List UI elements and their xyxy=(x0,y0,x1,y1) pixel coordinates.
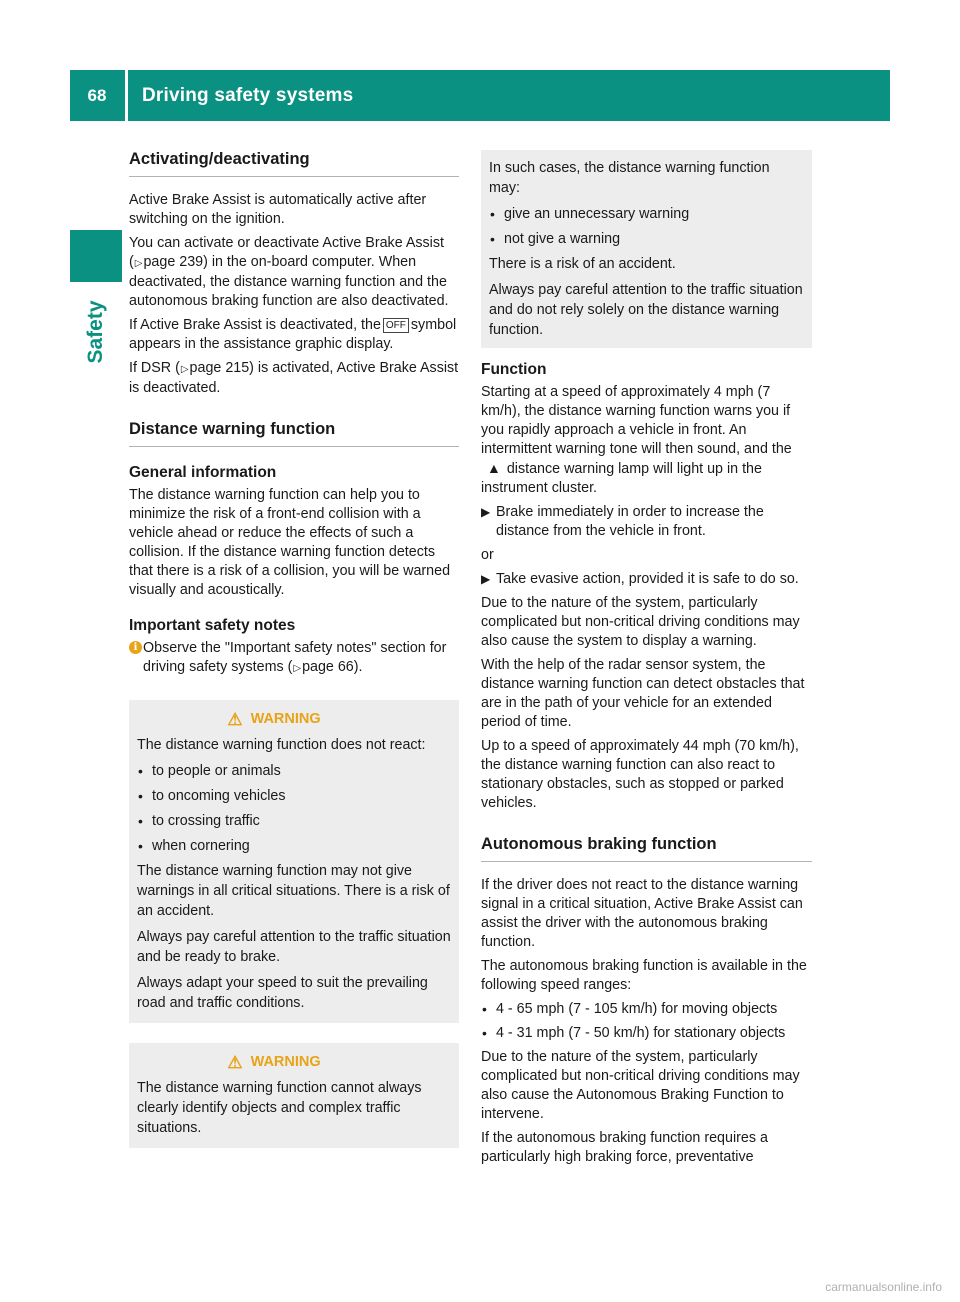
instruction-step: ▶ Take evasive action, provided it is safe to do so. xyxy=(481,571,799,587)
page-ref-arrow-icon: ▷ xyxy=(293,663,302,674)
abs-off-symbol-icon: OFF xyxy=(383,318,409,333)
paragraph: Starting at a speed of approximately 4 mph (7 km/h), the distance warning function warns you if you rapidly approach a vehicle in front. An intermittent warning tone will then sound, and the▲ distance warning lamp will light up in the instrument cluster. xyxy=(481,384,792,496)
paragraph: The autonomous braking function is available in the following speed ranges: xyxy=(481,958,807,993)
left-column xyxy=(129,150,459,1148)
paragraph: With the help of the radar sensor system, the distance warning function can detect obstacles that are in the path of your vehicle for an extended period of time. xyxy=(481,657,805,730)
warning-header xyxy=(137,1052,451,1072)
warning-box xyxy=(129,700,459,1023)
heading-distance-warning: Distance warning function xyxy=(129,420,459,447)
warning-text: Always adapt your speed to suit the prevailing road and traffic conditions. xyxy=(137,975,428,1011)
warning-bullet-list xyxy=(137,761,451,856)
warning-header xyxy=(137,709,451,729)
right-column xyxy=(481,150,812,1172)
heading-function: Function xyxy=(481,361,547,378)
info-note: i Observe the "Important safety notes" section for driving safety systems (▷page 66). xyxy=(129,639,459,678)
warning-text: The distance warning function may not give warnings in all critical situations. There is a risk of an accident. xyxy=(137,863,450,919)
page-title: Driving safety systems xyxy=(142,84,354,106)
heading-autonomous-braking: Autonomous braking function xyxy=(481,835,812,862)
warning-text: Always pay careful attention to the traffic situation and be ready to brake. xyxy=(137,929,451,965)
list-item: • to people or animals xyxy=(137,761,451,781)
paragraph: Up to a speed of approximately 44 mph (70 km/h), the distance warning function can also react to stationary obstacles, such as stopped or parked vehicles. xyxy=(481,738,799,811)
section-tab-marker xyxy=(70,230,122,282)
paragraph: The distance warning function can help you to minimize the risk of a front-end collision with a vehicle ahead or reduce the effects of such a collision. If the distance warning function detects that there is a risk of a collision, you will be warned visually and acoustically. xyxy=(129,487,451,598)
list-item: • 4 - 31 mph (7 - 50 km/h) for stationary objects xyxy=(481,1024,812,1043)
paragraph: Due to the nature of the system, particularly complicated but non-critical driving conditions may also cause the Autonomous Braking Function to intervene. xyxy=(481,1049,800,1122)
warning-title: WARNING xyxy=(250,711,321,727)
heading-general-information: General information xyxy=(129,464,277,481)
warning-bullet-list xyxy=(489,204,804,249)
paragraph: If Active Brake Assist is deactivated, the OFF symbol appears in the assistance graphic display. xyxy=(129,317,457,352)
paragraph: Active Brake Assist is automatically active after switching on the ignition. xyxy=(129,192,427,227)
page-ref-arrow-icon: ▷ xyxy=(180,364,189,375)
heading-important-safety-notes: Important safety notes xyxy=(129,617,296,634)
page-number: 68 xyxy=(87,85,107,105)
speed-range-list xyxy=(481,1000,812,1043)
warning-text: In such cases, the distance warning function may: xyxy=(489,160,770,196)
warning-triangle-icon: ⚠ xyxy=(227,709,243,729)
step-arrow-icon: ▶ xyxy=(481,505,491,519)
warning-triangle-icon: ⚠ xyxy=(227,1052,243,1072)
header-divider xyxy=(125,70,128,121)
warning-text: The distance warning function cannot always clearly identify objects and complex traffic situations. xyxy=(137,1080,422,1136)
warning-box xyxy=(129,1043,459,1148)
warning-text: Always pay careful attention to the traffic situation and do not rely solely on the distance warning function. xyxy=(489,282,803,338)
info-icon: i xyxy=(129,641,142,654)
paragraph: or xyxy=(481,547,494,563)
warning-title: WARNING xyxy=(250,1054,321,1070)
page-ref-arrow-icon: ▷ xyxy=(134,258,143,269)
list-item: • not give a warning xyxy=(489,229,804,249)
list-item: • 4 - 65 mph (7 - 105 km/h) for moving objects xyxy=(481,1000,812,1019)
heading-activating: Activating/deactivating xyxy=(129,150,459,177)
paragraph: Due to the nature of the system, particularly complicated but non-critical driving conditions may also cause the system to display a warning. xyxy=(481,595,800,649)
list-item: • when cornering xyxy=(137,836,451,856)
paragraph: If the autonomous braking function requires a particularly high braking force, preventative xyxy=(481,1130,768,1165)
section-tab-label: Safety xyxy=(84,300,107,364)
list-item: • give an unnecessary warning xyxy=(489,204,804,224)
list-item: • to crossing traffic xyxy=(137,811,451,831)
paragraph: You can activate or deactivate Active Brake Assist (▷page 239) in the on-board computer. When deactivated, the distance warning function and the autonomous braking function are also deactivated. xyxy=(129,235,449,309)
list-item: • to oncoming vehicles xyxy=(137,786,451,806)
warning-text: The distance warning function does not react: xyxy=(137,737,426,753)
distance-warning-lamp-icon: ▲ xyxy=(487,460,501,476)
paragraph: If DSR (▷page 215) is activated, Active Brake Assist is deactivated. xyxy=(129,360,459,396)
step-arrow-icon: ▶ xyxy=(481,572,491,586)
warning-box-continued xyxy=(481,150,812,348)
warning-text: There is a risk of an accident. xyxy=(489,256,676,272)
section-tab xyxy=(70,292,122,372)
instruction-step: ▶ Brake immediately in order to increase the distance from the vehicle in front. xyxy=(481,504,764,539)
paragraph: If the driver does not react to the distance warning signal in a critical situation, Active Brake Assist can assist the driver with the autonomous braking function. xyxy=(481,877,803,950)
watermark: carmanualsonline.info xyxy=(825,1280,942,1294)
